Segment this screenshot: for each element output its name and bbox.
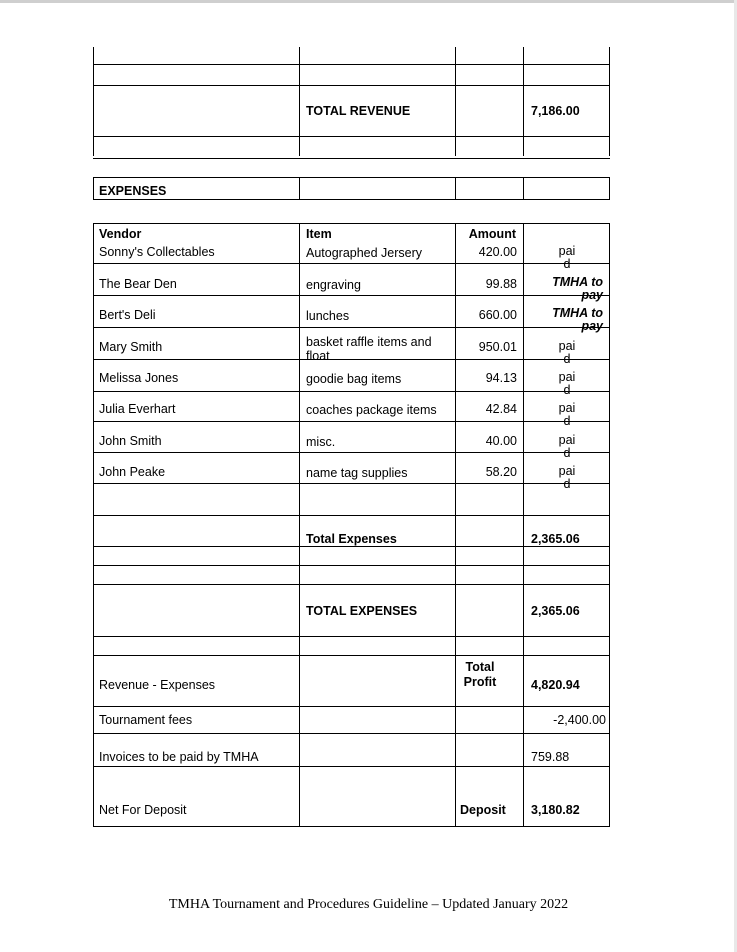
expense-vendor: The Bear Den — [99, 277, 177, 291]
expense-vendor: John Smith — [99, 434, 162, 448]
deposit-value: 3,180.82 — [531, 803, 580, 817]
expense-status — [539, 434, 595, 460]
expense-item: Autographed Jersery — [306, 246, 423, 260]
table-row-line — [93, 565, 610, 566]
table-column-line — [299, 223, 300, 826]
expense-status — [539, 245, 595, 271]
expense-status-line: d — [563, 257, 571, 271]
grand-total-expenses-value: 2,365.06 — [531, 604, 580, 618]
expenses-section-label: EXPENSES — [99, 184, 167, 198]
expense-amount: 420.00 — [478, 245, 517, 259]
tournament-fees-label: Tournament fees — [99, 713, 193, 727]
table-column-line — [93, 223, 94, 826]
expense-status-line: d — [563, 446, 571, 460]
table-row-line — [93, 263, 610, 264]
expense-item: basket raffle items and float — [306, 335, 432, 363]
deposit-label: Deposit — [460, 803, 506, 817]
expense-vendor: Bert's Deli — [99, 308, 156, 322]
table-row-line — [93, 483, 610, 484]
table-row-line — [93, 136, 610, 137]
expense-status-line: pay — [581, 288, 603, 302]
table-row-line — [93, 733, 610, 734]
expense-amount: 58.20 — [485, 465, 517, 479]
table-row-line — [93, 158, 610, 159]
expense-item: lunches — [306, 309, 350, 323]
expense-status-line: d — [563, 352, 571, 366]
table-column-line — [523, 47, 524, 156]
expense-amount: 42.84 — [485, 402, 517, 416]
table-row-line — [93, 199, 610, 200]
tournament-fees-value: -2,400.00 — [553, 713, 606, 727]
expense-status-line: pai — [558, 464, 576, 478]
amount-header: Amount — [468, 227, 516, 241]
table-row-line — [93, 177, 610, 178]
table-row-line — [93, 85, 610, 86]
invoices-label: Invoices to be paid by TMHA — [99, 750, 259, 764]
table-row-line — [93, 826, 610, 827]
expense-item: misc. — [306, 435, 336, 449]
grand-total-expenses-label: TOTAL EXPENSES — [306, 604, 418, 618]
expense-status-line: pai — [558, 370, 576, 384]
expense-amount: 950.01 — [478, 340, 517, 354]
expense-amount: 660.00 — [478, 308, 517, 322]
expense-status-line: TMHA to — [552, 306, 603, 320]
net-for-deposit-label: Net For Deposit — [99, 803, 187, 817]
expense-vendor: Sonny's Collectables — [99, 245, 215, 259]
table-row-line — [93, 706, 610, 707]
expense-status-line: pai — [558, 433, 576, 447]
table-column-line — [299, 177, 300, 199]
expense-vendor: John Peake — [99, 465, 166, 479]
table-column-line — [609, 47, 610, 156]
expense-status — [517, 276, 603, 302]
table-column-line — [609, 177, 610, 199]
total-expenses-value: 2,365.06 — [531, 532, 580, 546]
table-column-line — [93, 177, 94, 199]
expense-amount: 99.88 — [485, 277, 517, 291]
expense-status — [539, 371, 595, 397]
table-row-line — [93, 64, 610, 65]
table-column-line — [455, 177, 456, 199]
table-row-line — [93, 452, 610, 453]
expense-status-line: pai — [558, 244, 576, 258]
expense-item: goodie bag items — [306, 372, 402, 386]
expense-status-line: pay — [581, 319, 603, 333]
table-row-line — [93, 515, 610, 516]
expense-status-line: d — [563, 414, 571, 428]
total-revenue-value: 7,186.00 — [531, 104, 580, 118]
expense-status — [517, 307, 603, 333]
item-header: Item — [306, 227, 332, 241]
expense-item: engraving — [306, 278, 361, 292]
table-column-line — [523, 177, 524, 199]
total-expenses-label: Total Expenses — [306, 532, 397, 546]
vendor-header: Vendor — [99, 227, 142, 241]
expense-vendor: Julia Everhart — [99, 402, 176, 416]
table-column-line — [93, 47, 94, 156]
expense-status — [539, 340, 595, 366]
table-column-line — [609, 223, 610, 826]
expense-item: name tag supplies — [306, 466, 408, 480]
table-column-line — [299, 47, 300, 156]
expense-amount: 40.00 — [485, 434, 517, 448]
expense-amount: 94.13 — [485, 371, 517, 385]
expense-status-line: pai — [558, 401, 576, 415]
revenue-minus-expenses-label: Revenue - Expenses — [99, 678, 216, 692]
table-row-line — [93, 421, 610, 422]
expense-status-line: d — [563, 477, 571, 491]
table-row-line — [93, 655, 610, 656]
table-row-line — [93, 636, 610, 637]
total-profit-label: Total Profit — [463, 660, 497, 689]
table-row-line — [93, 223, 610, 224]
table-column-line — [455, 47, 456, 156]
total-revenue-label: TOTAL REVENUE — [306, 104, 411, 118]
expense-status-line: pai — [558, 339, 576, 353]
total-profit-value: 4,820.94 — [531, 678, 580, 692]
expense-item: coaches package items — [306, 403, 437, 417]
table-row-line — [93, 584, 610, 585]
expense-status-line: d — [563, 383, 571, 397]
table-row-line — [93, 766, 610, 767]
invoices-value: 759.88 — [531, 750, 570, 764]
expense-status — [539, 465, 595, 491]
table-row-line — [93, 546, 610, 547]
expense-vendor: Melissa Jones — [99, 371, 179, 385]
expense-status — [539, 402, 595, 428]
expense-vendor: Mary Smith — [99, 340, 163, 354]
page-top-edge — [0, 0, 737, 3]
table-row-line — [93, 391, 610, 392]
page-footer: TMHA Tournament and Procedures Guideline – Updated January 2022 — [168, 897, 569, 912]
expense-status-line: TMHA to — [552, 275, 603, 289]
